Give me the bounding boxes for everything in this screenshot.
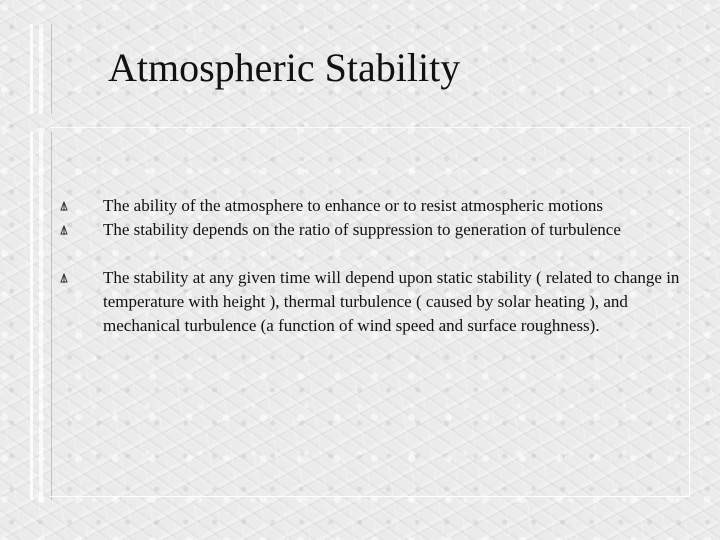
bullet-text: The stability at any given time will depend upon static stability ( related to change in temperature with height ), thermal turbulence ( caused by solar heating ), and mechanical turbulence (a function of wind speed and surface roughness). [103, 268, 680, 335]
bullet-marker-icon [60, 201, 68, 212]
slide-title: Atmospheric Stability [108, 45, 461, 90]
bullet-item-1 [60, 194, 690, 218]
bullet-list [60, 194, 690, 338]
bullet-text: The stability depends on the ratio of suppression to generation of turbulence [103, 220, 621, 239]
bullet-marker-icon [60, 273, 68, 284]
bullet-marker-icon [60, 225, 68, 236]
bullet-text: The ability of the atmosphere to enhance or to resist atmospheric motions [103, 196, 603, 215]
bullet-item-2 [60, 218, 690, 242]
decorative-bar-left [30, 132, 52, 500]
decorative-bar-top [30, 24, 52, 114]
bullet-item-3 [60, 266, 690, 338]
